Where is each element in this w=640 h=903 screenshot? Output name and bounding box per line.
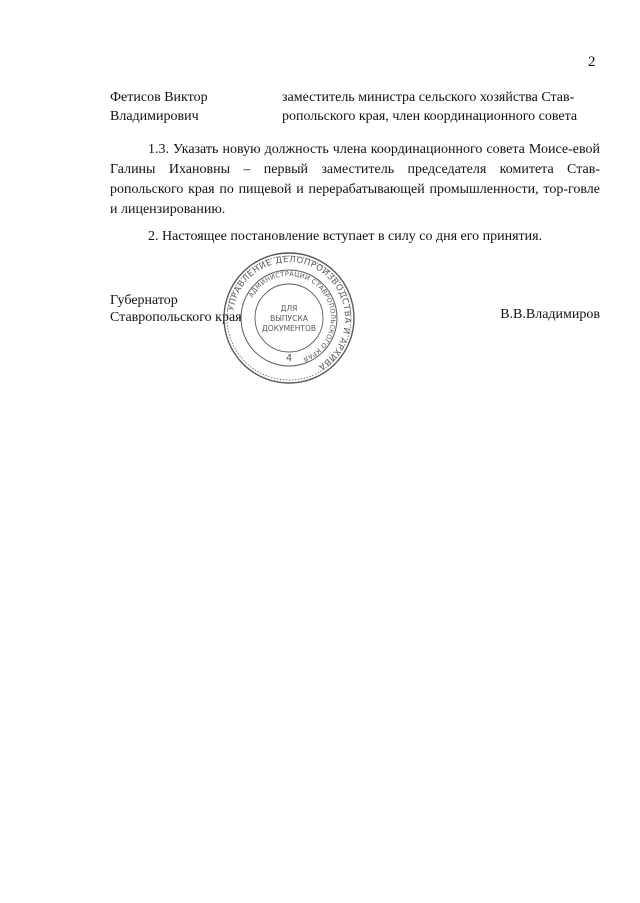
member-name-line1: Фетисов Виктор: [110, 90, 208, 105]
signatory-title-line2: Ставропольского края: [110, 310, 242, 325]
signatory-title-line1: Губернатор: [110, 293, 178, 308]
stamp-inner-text: АДМИНИСТРАЦИИ СТАВРОПОЛЬСКОГО КРАЯ: [247, 269, 338, 364]
council-member-entry: [110, 88, 600, 128]
paragraph-2: 2. Настоящее постановление вступает в силу со дня его принятия.: [148, 229, 543, 244]
member-role-line2: ропольского края, член координационного совета: [282, 109, 578, 124]
stamp-center-line3: ДОКУМЕНТОВ: [261, 324, 317, 333]
signatory-title: [110, 292, 310, 326]
stamp-number: 4: [285, 353, 293, 364]
page-number: 2: [588, 54, 596, 70]
stamp-center-line2: ВЫПУСКА: [270, 314, 308, 323]
signatory-name: В.В.Владимиров: [500, 307, 600, 322]
member-role-line1: заместитель министра сельского хозяйства Став-: [282, 90, 575, 105]
member-name: [110, 88, 260, 126]
member-name-line2: Владимирович: [110, 109, 199, 124]
stamp-outer-text: УПРАВЛЕНИЕ ДЕЛОПРОИЗВОДСТВА И АРХИВА: [226, 254, 353, 372]
signature-block: [110, 292, 600, 332]
paragraph-1-3: 1.3. Указать новую должность члена координационного совета Моисе-евой Галины Ихановны – первый заместитель председателя комитета Став-ропольского края по пищевой и перерабатывающей промышленности, тор-говле и лицензированию.: [110, 142, 600, 217]
member-role: [282, 88, 600, 126]
stamp-center-line1: ДЛЯ: [280, 304, 298, 313]
